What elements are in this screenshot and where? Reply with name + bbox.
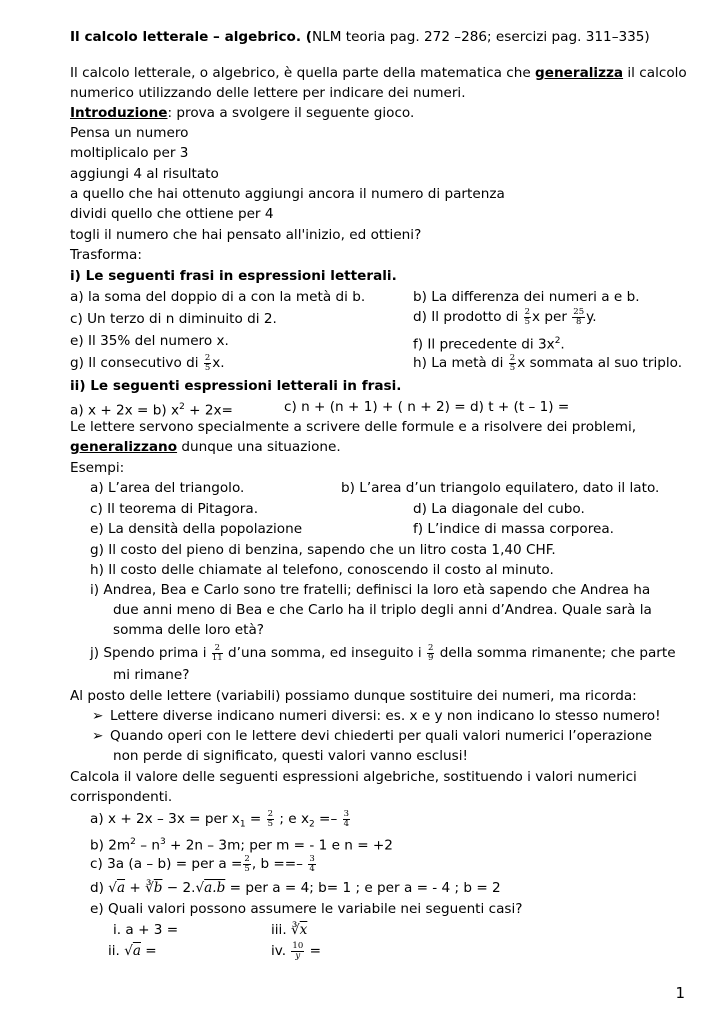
fraction-2-5: $\frac{2}{5}$ [204, 352, 211, 373]
keyword-introduzione: Introduzione [70, 105, 168, 121]
game-step: dividi quello che ottiene per 4 [70, 206, 274, 222]
game-step: togli il numero che hai pensato all'inizio, ed ottieni? [70, 227, 422, 243]
calc-intro-line-2: corrispondenti. [70, 789, 173, 805]
calc-e-ii: ii. √a = [108, 943, 157, 959]
calc-intro-line-1: Calcola il valore delle seguenti espressioni algebriche, sostituendo i valori numerici [70, 769, 637, 785]
document-heading [70, 27, 650, 47]
example-g: g) Il costo del pieno di benzina, sapendo che un litro costa 1,40 CHF. [90, 542, 556, 558]
calc-a: a) x + 2x – 3x = per $x_1$ = $\frac{2}{5}$ ; e $x_2$ =– $\frac{3}{4}$ [90, 808, 349, 830]
exercise-ii-cd: c) n + (n + 1) + ( n + 2) = d) t + (t – 1) = [284, 399, 570, 415]
esempi-label: Esempi: [70, 460, 125, 476]
sqrt-symbol: √ [108, 880, 117, 896]
fraction-2-5: $\frac{2}{5}$ [509, 352, 516, 373]
exercise-i-b: b) La differenza dei numeri a e b. [413, 289, 640, 305]
intro-line-1 [70, 63, 687, 83]
calc-b: b) $2m^2 - n^3 + 2n - 3m$; per m = - 1 e n = +2 [90, 837, 393, 854]
example-i-line-3: somma delle loro età? [113, 622, 265, 638]
calc-e-i: i. a + 3 = [113, 922, 179, 938]
remark-bullet-2-cont: non perde di significato, questi valori vanno esclusi! [113, 748, 468, 764]
fraction-3-4: $\frac{3}{4}$ [343, 808, 349, 829]
calc-c: c) 3a (a – b) = per a = $\frac{2}{5}$ , b ==– $\frac{3}{4}$ [90, 853, 315, 874]
remarks-intro: Al posto delle lettere (variabili) possiamo dunque sostituire dei numeri, ma ricorda: [70, 688, 637, 704]
intro-text: Il calcolo letterale, o algebrico, è quella parte della matematica che [70, 65, 536, 81]
fraction-2-11: $\frac{2}{11}$ [211, 642, 223, 663]
exercise-i-c: c) Un terzo di n diminuito di 2. [70, 311, 277, 327]
example-h: h) Il costo delle chiamate al telefono, conoscendo il costo al minuto. [90, 562, 554, 578]
exercise-i-f: f) Il precedente di $3x^2$. [413, 336, 565, 353]
intro-text: : prova a svolgere il seguente gioco. [167, 105, 415, 121]
game-step: moltiplicalo per 3 [70, 145, 189, 161]
game-step: Pensa un numero [70, 125, 189, 141]
calc-d: d) $√a + ∛\overline{b} - 2.√a.b$ = per a = 4; b= 1 ; e per a = - 4 ; b = 2 [90, 880, 501, 896]
fraction-2-5: $\frac{2}{5}$ [524, 306, 530, 327]
keyword-generalizza: generalizza [535, 65, 624, 81]
letters-line-1: Le lettere servono specialmente a scrivere delle formule e a risolvere dei problemi, [70, 419, 637, 435]
example-b: b) L’area d’un triangolo equilatero, dato il lato. [341, 480, 660, 496]
fraction-10-y: $\frac{10}{y}$ [292, 940, 304, 961]
example-j-line-1: j) Spendo prima i $\frac{2}{11}$ d’una somma, ed inseguito i $\frac{2}{9}$ della somma rimanente; che parte [90, 642, 676, 663]
game-step: a quello che hai ottenuto aggiungi ancora il numero di partenza [70, 186, 505, 202]
exercise-i-g: g) Il consecutivo di $\frac{2}{5}$ x. [70, 352, 225, 373]
example-c: c) Il teorema di Pitagora. [90, 501, 259, 517]
part2-title: ii) Le seguenti espressioni letterali in frasi. [70, 378, 402, 394]
fraction-2-9: $\frac{2}{9}$ [427, 642, 434, 663]
heading-bold: Il calcolo letterale – algebrico. ( [70, 29, 312, 45]
example-f: f) L’indice di massa corporea. [413, 521, 615, 537]
sqrt-symbol: √ [124, 943, 133, 959]
intro-line-3 [70, 103, 414, 123]
cube-root-symbol: ∛ [290, 922, 300, 938]
intro-text: il calcolo [623, 65, 687, 81]
example-i-line-2: due anni meno di Bea e che Carlo ha il triplo degli anni d’Andrea. Quale sarà la [113, 602, 652, 618]
exercise-i-e: e) Il 35% del numero x. [70, 333, 229, 349]
calc-e-iii: iii. $∛\overline{x}$ [271, 922, 308, 938]
remark-bullet-2: ➢ Quando operi con le lettere devi chiederti per quali valori numerici l’operazione [92, 728, 653, 744]
cube-root-symbol: ∛ [145, 880, 154, 896]
example-a: a) L’area del triangolo. [90, 480, 245, 496]
example-j-line-2: mi rimane? [113, 667, 190, 683]
fraction-2-5: $\frac{2}{5}$ [267, 808, 274, 829]
part1-title: i) Le seguenti frasi in espressioni letterali. [70, 268, 397, 284]
game-step: aggiungi 4 al risultato [70, 166, 219, 182]
calc-e-iv: iv. $\frac{10}{y}$ = [271, 940, 321, 961]
arrow-bullet-icon: ➢ [92, 708, 104, 724]
example-i-line-1: i) Andrea, Bea e Carlo sono tre fratelli; definisci la loro età sapendo che Andrea ha [90, 582, 651, 598]
arrow-bullet-icon: ➢ [92, 728, 104, 744]
trasforma-label: Trasforma: [70, 247, 142, 263]
exercise-i-a: a) la soma del doppio di a con la metà di b. [70, 289, 366, 305]
fraction-2-5: $\frac{2}{5}$ [244, 853, 250, 874]
example-e: e) La densità della popolazione [90, 521, 303, 537]
calc-e: e) Quali valori possono assumere le variabile nei seguenti casi? [90, 901, 523, 917]
exercise-i-d: d) Il prodotto di $\frac{2}{5}$ x per $\frac{25}{8}$ y. [413, 306, 597, 327]
heading-rest: NLM teoria pag. 272 –286; esercizi pag. 311–335) [311, 29, 650, 45]
example-d: d) La diagonale del cubo. [413, 501, 585, 517]
exercise-i-h: h) La metà di $\frac{2}{5}$ x sommata al suo triplo. [413, 352, 683, 373]
intro-line-2: numerico utilizzando delle lettere per indicare dei numeri. [70, 85, 466, 101]
sqrt-symbol: √ [195, 880, 205, 896]
fraction-3-4: $\frac{3}{4}$ [309, 853, 315, 874]
letters-line-2: generalizzano dunque una situazione. [70, 439, 341, 455]
exercise-ii-ab: a) x + 2x = b) $x^2 + 2x=$ [70, 402, 233, 419]
keyword-generalizzano: generalizzano [70, 439, 178, 455]
fraction-25-8: $\frac{25}{8}$ [573, 306, 585, 327]
page-number: 1 [675, 984, 685, 1002]
remark-bullet-1: ➢ Lettere diverse indicano numeri diversi: es. x e y non indicano lo stesso numero! [92, 708, 661, 724]
